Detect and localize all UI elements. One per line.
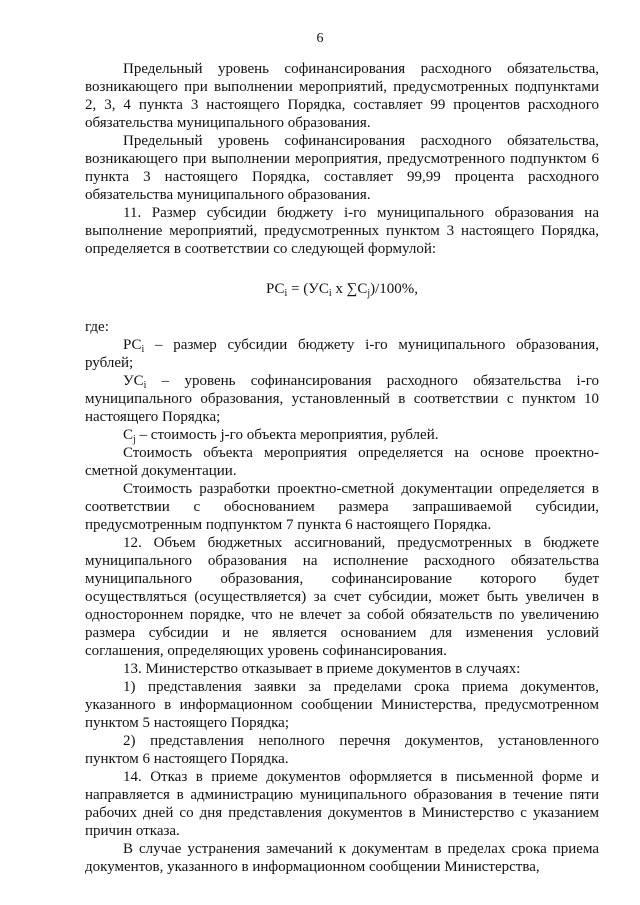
formula-lhs-sub: i <box>284 288 288 299</box>
definition-symbol-sub: i <box>143 380 147 391</box>
formula-sum-sub: j <box>367 288 371 299</box>
paragraph-13-item-1: 1) представления заявки за пределами срока приема документов, указанного в информационном сообщении Министерства, предусмотренном пунктом 5 настоящего Порядка; <box>85 679 599 731</box>
definition-cj <box>85 426 599 444</box>
formula-sum: x ∑С <box>331 281 368 297</box>
document-body <box>85 60 599 876</box>
definition-text: – стоимость j-го объекта мероприятия, рублей. <box>135 427 439 443</box>
definition-text: – уровень софинансирования расходного обязательства i-го муниципального образования, установленный в соответствии с пунктом 10 настоящего Порядка; <box>85 373 599 425</box>
definition-symbol: РС <box>123 337 142 353</box>
page-number: 6 <box>316 31 324 46</box>
formula-lhs: РС <box>265 281 285 297</box>
definition-usi <box>85 372 599 426</box>
definition-symbol-sub: i <box>141 344 145 355</box>
definition-symbol-sub: j <box>133 434 136 445</box>
definition-rsi <box>85 336 599 372</box>
definition-text: – размер субсидии бюджету i-го муниципального образования, рублей; <box>85 337 599 371</box>
paragraph-13-refusal: 13. Министерство отказывает в приеме документов в случаях: <box>123 661 521 677</box>
paragraph-14-refusal-form: 14. Отказ в приеме документов оформляется в письменной форме и направляется в администрацию муниципального образования в течение пяти рабочих дней со дня представления документов в Министерство с указанием причин отказа. <box>85 769 599 839</box>
paragraph-object-cost: Стоимость объекта мероприятия определяется на основе проектно-сметной документации. <box>85 445 599 479</box>
paragraph-cofinancing-limit-99-99: Предельный уровень софинансирования расходного обязательства, возникающего при выполнении мероприятия, предусмотренного подпунктом 6 пункта 3 настоящего Порядка, составляет 99,99 процента расходного обязательства муниципального образования. <box>85 133 599 203</box>
formula-mid-sub: i <box>328 288 332 299</box>
paragraph-11-subsidy-size: 11. Размер субсидии бюджету i-го муниципального образования на выполнение мероприятий, предусмотренных пунктом 3 настоящего Порядка, определяется в соответствии со следующей формулой: <box>85 205 599 257</box>
definition-symbol: УС <box>123 373 144 389</box>
paragraph-12-budget-allocations: 12. Объем бюджетных ассигнований, предусмотренных в бюджете муниципального образования на исполнение расходного обязательства муниципального образования, софинансирование которого будет осуществляться (осуществляется) за счет субсидии, может быть увеличен в одностороннем порядке, что не влечет за собой обязательств по увеличению размера субсидии и не является основанием для изменения условий соглашения, определяющих уровень софинансирования. <box>85 535 599 659</box>
formula-tail: )/100%, <box>370 281 419 297</box>
subsidy-formula <box>85 280 599 298</box>
paragraph-13-item-2: 2) представления неполного перечня документов, установленного пунктом 6 настоящего Порядка. <box>85 733 599 767</box>
paragraph-remarks-elimination: В случае устранения замечаний к документам в пределах срока приема документов, указанного в информационном сообщении Министерства, <box>85 841 599 875</box>
paragraph-design-cost: Стоимость разработки проектно-сметной документации определяется в соответствии с обоснованием размера запрашиваемой субсидии, предусмотренным подпунктом 7 пункта 6 настоящего Порядка. <box>85 481 599 533</box>
definition-symbol: С <box>123 427 134 443</box>
formula-mid: = (УС <box>287 281 329 297</box>
paragraph-cofinancing-limit-99: Предельный уровень софинансирования расходного обязательства, возникающего при выполнении мероприятий, предусмотренных подпунктами 2, 3, 4 пункта 3 настоящего Порядка, составляет 99 процентов расходного обязательства муниципального образования. <box>85 61 599 131</box>
where-label: где: <box>85 319 109 335</box>
